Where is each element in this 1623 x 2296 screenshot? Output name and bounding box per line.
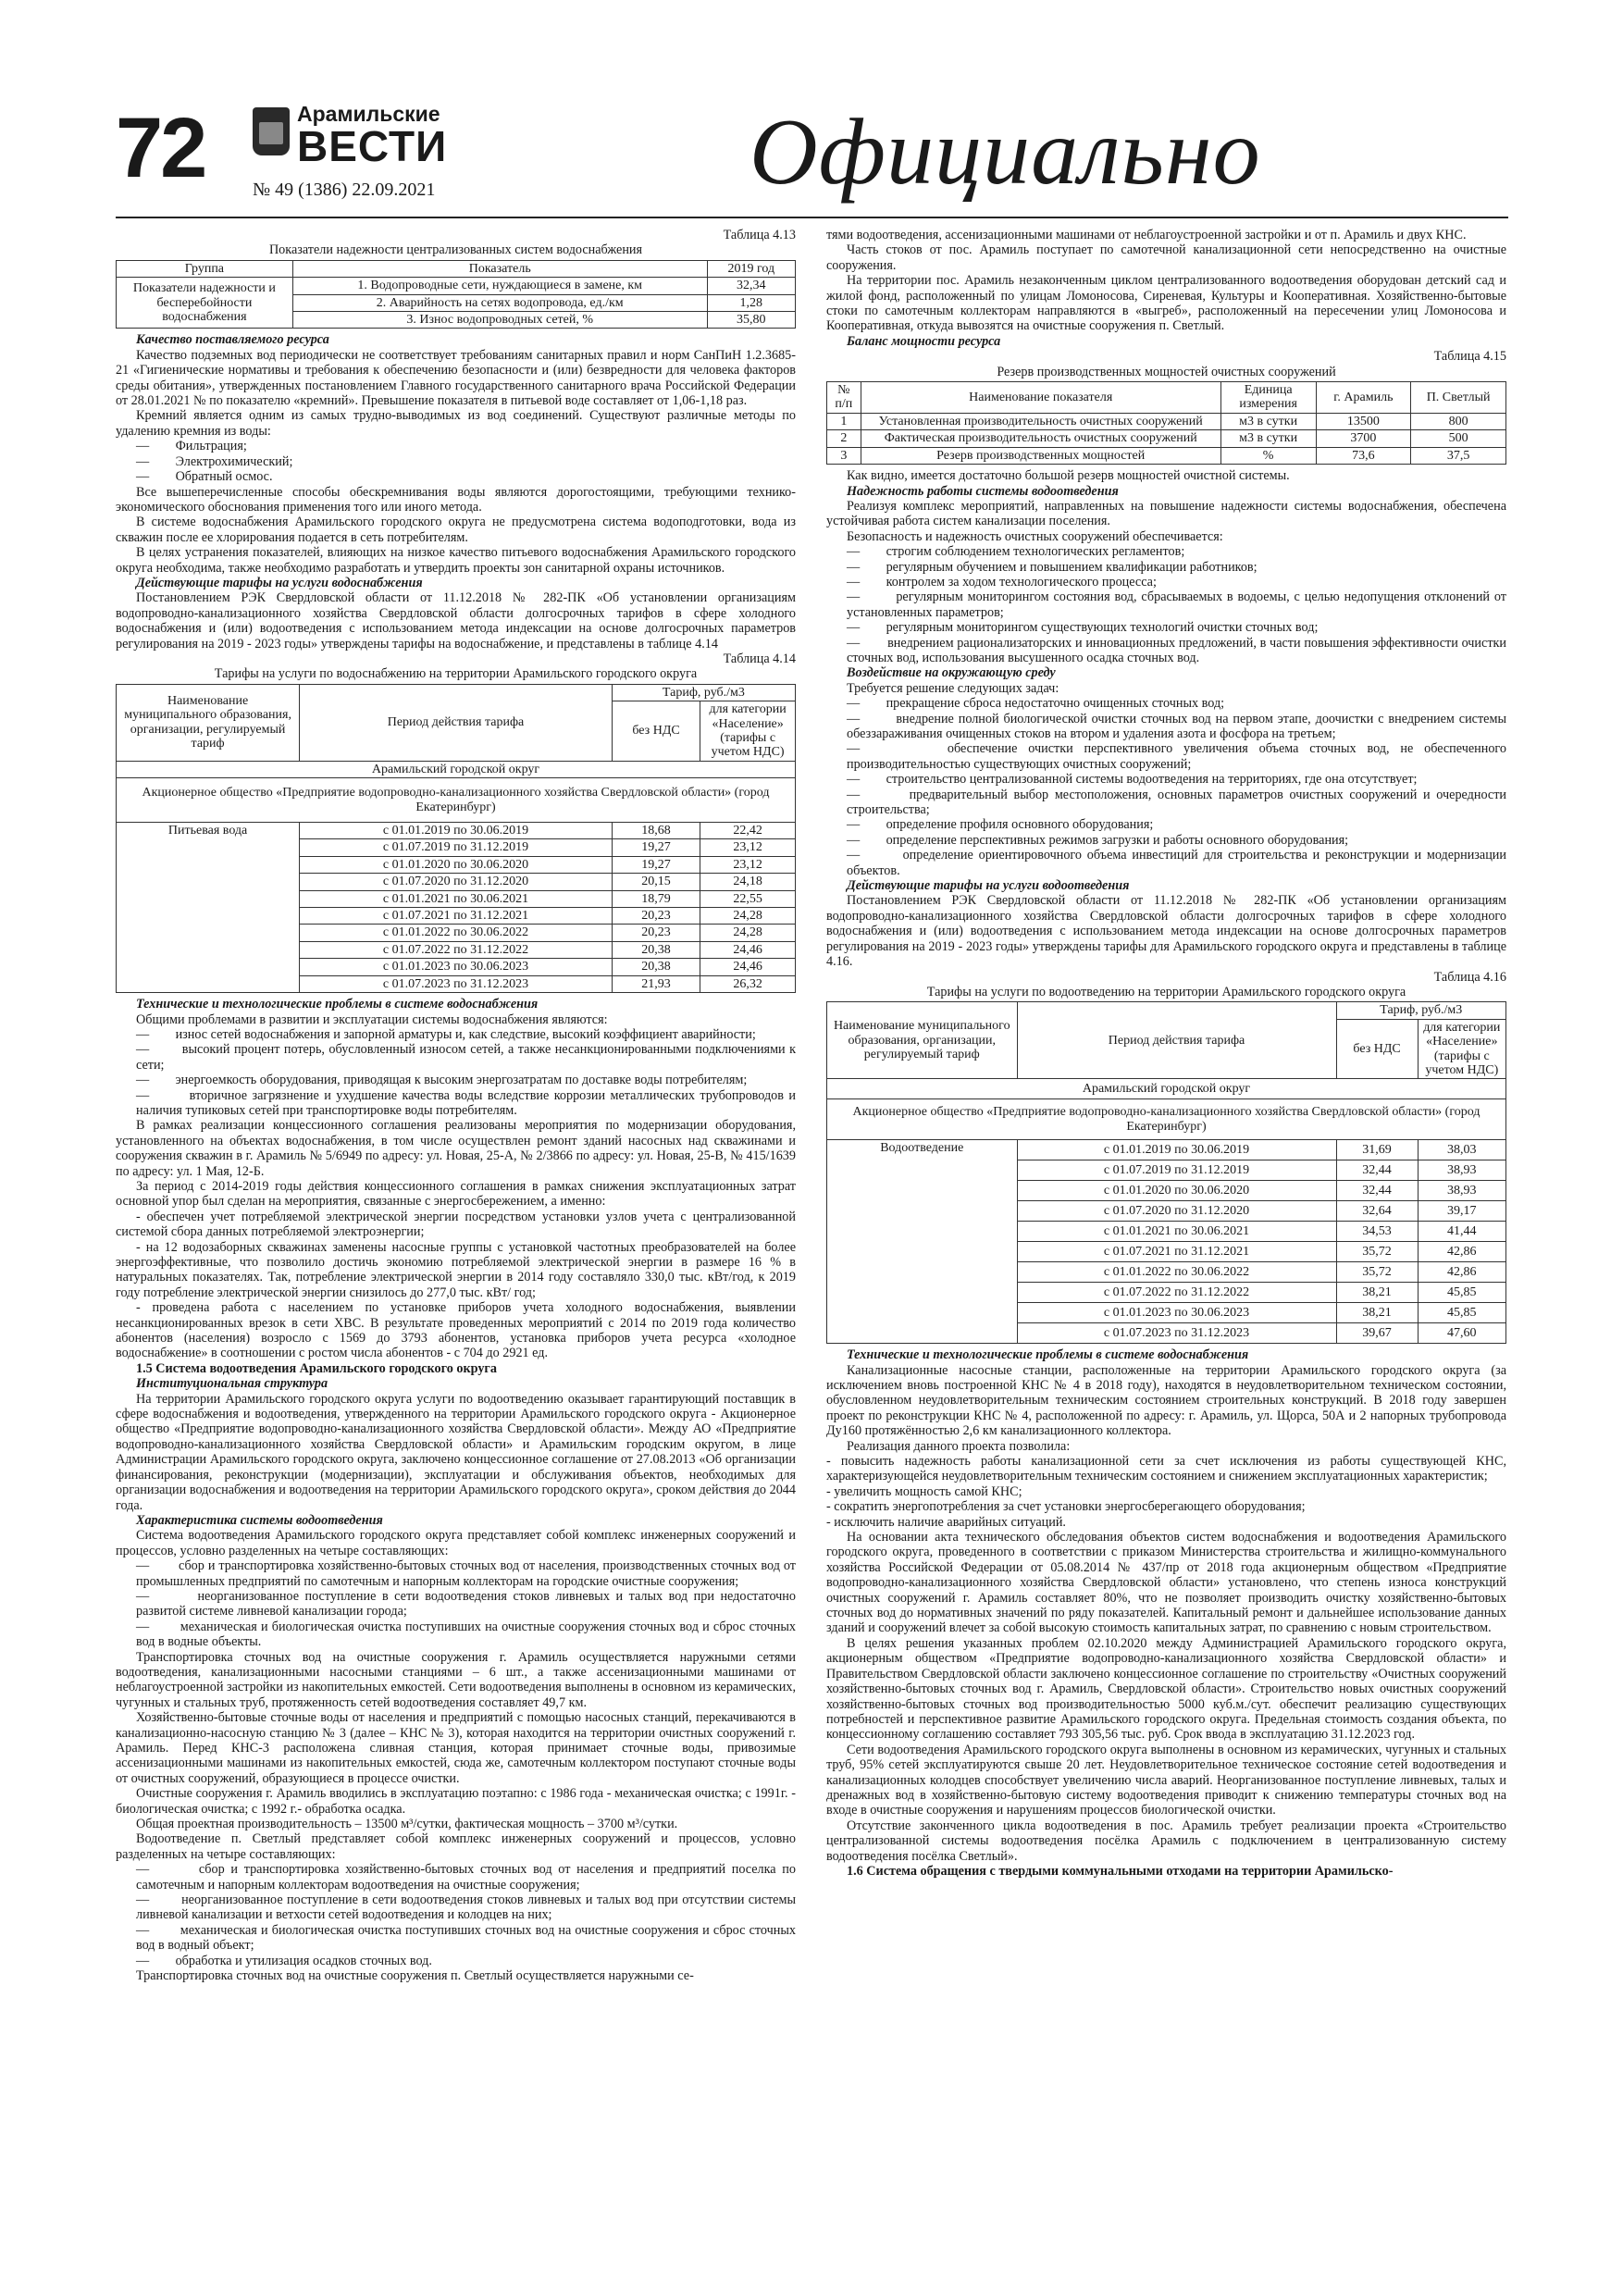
list-item-text: контролем за ходом технологического процесса; <box>886 574 1157 590</box>
pop-cell: 45,85 <box>1418 1303 1505 1323</box>
list-item-text: обработка и утилизация осадков сточных вод. <box>175 1953 432 1968</box>
list-item: — неорганизованное поступление в сети водоотведения стоков ливневых и талых вод при отсутствии системы ливневой канализации и ветхости сетей водоотведения и колодцев на них; <box>136 1893 796 1923</box>
pop-cell: 23,12 <box>700 856 796 873</box>
period-cell: с 01.01.2019 по 30.06.2019 <box>1017 1140 1336 1160</box>
table-4-16 <box>826 1001 1506 1344</box>
list-item: — регулярным мониторингом состояния вод, сбрасываемых в водоемы, с целью недопущения отклонений от установленных параметров; <box>847 590 1507 620</box>
indicator-cell: 1. Водопроводные сети, нуждающиеся в замене, км <box>292 278 707 294</box>
subheading: Действующие тарифы на услуги водоотведения <box>847 878 1130 894</box>
period-cell: с 01.01.2022 по 30.06.2022 <box>300 925 613 941</box>
period-cell: с 01.07.2023 по 31.12.2023 <box>1017 1323 1336 1344</box>
paragraph: - увеличить мощность самой КНС; <box>826 1483 1022 1499</box>
subheading: Характеристика системы водоотведения <box>136 1512 383 1528</box>
name-cell: Фактическая производительность очистных сооружений <box>861 430 1220 447</box>
paragraph: Качество подземных вод периодически не соответствует требованиям санитарных правил и норм СанПиН 1.2.3685-21 «Гигиенические нормативы и требования к обеспечению безопасности и (или) безвредности для человека факторов среды обитания», утвержденных постановлением Главного государственного санитарного врача Российской Федерации от 28.01.2021 № по показателю «кремний». Превышение показателя в питьевой воде составляет от 1,06-1,18 раз. <box>116 347 796 409</box>
th-tariff: Тариф, руб./м3 <box>1336 1002 1505 1019</box>
novat-cell: 32,44 <box>1336 1160 1418 1181</box>
paragraph: Требуется решение следующих задач: <box>847 680 1059 696</box>
paragraph: Часть стоков от пос. Арамиль поступает по самотечной канализационной сети непосредственно на очистные сооружения. <box>826 242 1506 273</box>
num-cell: 3 <box>827 447 861 464</box>
group-cell: Показатели надежности и бесперебойности водоснабжения <box>117 278 293 329</box>
novat-cell: 39,67 <box>1336 1323 1418 1344</box>
list-item: — строительство централизованной системы водоотведения на территориях, где она отсутствует; <box>847 772 1418 788</box>
paragraph: Реализуя комплекс мероприятий, направленных на повышение надежности системы водоснабжения, обеспечена устойчивая работа систем канализации поселения. <box>826 498 1506 529</box>
left-column <box>116 228 796 1984</box>
paragraph: Общими проблемами в развитии и эксплуатации системы водоснабжения являются: <box>136 1011 608 1027</box>
th-period: Период действия тарифа <box>300 684 613 761</box>
paragraph: тями водоотведения, ассенизационными машинами от неблагоустроенной застройки и от п. Арамиль и двух КНС. <box>826 228 1467 242</box>
th-pop: для категории «Население» (тарифы с учетом НДС) <box>1418 1019 1505 1079</box>
period-cell: с 01.07.2020 по 31.12.2020 <box>300 874 613 890</box>
period-cell: с 01.07.2022 по 31.12.2022 <box>300 941 613 958</box>
novat-cell: 32,64 <box>1336 1201 1418 1222</box>
svetly-cell: 500 <box>1411 430 1506 447</box>
pop-cell: 42,86 <box>1418 1242 1505 1262</box>
value-cell: 1,28 <box>707 294 795 311</box>
list-item-text: Электрохимический; <box>175 453 293 469</box>
paragraph: Транспортировка сточных вод на очистные сооружения г. Арамиль осуществляется наружными сетями водоотведения, канализационными насосными станциями – 6 шт., а также ассенизационными машинами от неблагоустроенной застройки из накопительных емкостей. Сети водоотведения выполнены в основном из керамических, чугунных и стальных труб, протяженность сетей водоотведения составляет 49,7 км. <box>116 1649 796 1710</box>
unit-cell: м3 в сутки <box>1220 430 1316 447</box>
th-novat: без НДС <box>612 701 700 762</box>
pop-cell: 39,17 <box>1418 1201 1505 1222</box>
num-cell: 1 <box>827 413 861 429</box>
value-cell: 32,34 <box>707 278 795 294</box>
period-cell: с 01.01.2023 по 30.06.2023 <box>300 959 613 975</box>
pop-cell: 38,03 <box>1418 1140 1505 1160</box>
num-cell: 2 <box>827 430 861 447</box>
list-item-text: сбор и транспортировка хозяйственно-бытовых сточных вод от населения, производственных сточных вод от промышленных предприятий по самотечным и напорным коллекторам на городские очистные сооружения; <box>136 1558 796 1589</box>
table-row <box>117 823 796 839</box>
paragraph: Водоотведение п. Светлый представляет собой комплекс инженерных сооружений и процессов, условно разделенных на четыре составляющих: <box>116 1831 796 1862</box>
aramil-cell: 3700 <box>1316 430 1411 447</box>
aramil-cell: 13500 <box>1316 413 1411 429</box>
novat-cell: 20,15 <box>612 874 700 890</box>
paragraph: Транспортировка сточных вод на очистные сооружения п. Светлый осуществляется наружными се- <box>136 1968 694 1984</box>
period-cell: с 01.07.2023 по 31.12.2023 <box>300 975 613 992</box>
novat-cell: 20,23 <box>612 925 700 941</box>
paragraph: - обеспечен учет потребляемой электрической энергии посредством установки узлов учета с централизованной системой сбора данных потребляемой электроэнергии; <box>116 1209 796 1240</box>
subheading: Качество поставляемого ресурса <box>136 332 329 348</box>
org-row: Акционерное общество «Предприятие водопроводно-канализационного хозяйства Свердловской области» (город Екатеринбург) <box>827 1099 1506 1140</box>
list-item-text: прекращение сброса недостаточно очищенных сточных вод; <box>886 696 1225 712</box>
th-aramil: г. Арамиль <box>1316 382 1411 414</box>
name-cell: Резерв производственных мощностей <box>861 447 1220 464</box>
list-item: — сбор и транспортировка хозяйственно-бытовых сточных вод от населения и предприятий поселка по самотечным и напорным коллекторам водоотведения на очистные сооружения; <box>136 1862 796 1893</box>
table-title: Резерв производственных мощностей очистных сооружений <box>997 364 1336 379</box>
list-item-text: вторичное загрязнение и ухудшение качества воды вследствие коррозии металлических трубопроводов и наличия тупиковых сетей при транспортировке воды потребителям. <box>136 1087 796 1118</box>
subheading: Баланс мощности ресурса <box>847 333 1001 349</box>
paragraph: Как видно, имеется достаточно большой резерв мощностей очистной системы. <box>847 468 1290 484</box>
pop-cell: 24,28 <box>700 908 796 925</box>
table-title: Тарифы на услуги по водоснабжению на территории Арамильского городского округа <box>214 666 698 682</box>
list-item-text: обеспечение очистки перспективного увеличения объема сточных вод, не обеспеченного производительностью существующих очистных сооружений; <box>847 741 1506 772</box>
th-group: Группа <box>117 260 293 277</box>
th-pop: для категории «Население» (тарифы с учетом НДС) <box>700 701 796 762</box>
list-item: — контролем за ходом технологического процесса; <box>847 574 1157 590</box>
list-item-text: неорганизованное поступление в сети водоотведения стоков ливневых и талых вод при недостаточно развитой системе ливневой канализации города; <box>136 1588 796 1620</box>
name-cell: Установленная производительность очистных сооружений <box>861 413 1220 429</box>
org-row: Акционерное общество «Предприятие водопроводно-канализационного хозяйства Свердловской области» (город Екатеринбург) <box>117 778 796 823</box>
novat-cell: 20,38 <box>612 959 700 975</box>
list-item-text: предварительный выбор местоположения, основных параметров очистных сооружений и очередности строительства; <box>847 787 1506 818</box>
paragraph: На основании акта технического обследования объектов систем водоснабжения и водоотведения Арамильского городского округа, проведенного в соответствии с приказом Министерства строительства и жилищно-коммунального хозяйства Российской Федерации от 05.08.2014 № 437/пр от 2018 года акционерным обществом «Предприятие водопроводно-канализационного хозяйства Свердловской области» установлено, что степень износа конструкций очистных сооружений г. Арамиль составляет 80%, что не позволяет производить очистку хозяйственно-бытовых сточных вод до нормативных значений по ряду показателей. Капитальный ремонт и дальнейшее использование данных зданий и сооружений влечет за собой высокую стоимость капитальных затрат, по сравнению с новым строительством. <box>826 1530 1506 1636</box>
list-item-text: Обратный осмос. <box>175 469 273 485</box>
list-item: — прекращение сброса недостаточно очищенных сточных вод; <box>847 696 1225 712</box>
list-item-text: регулярным обучением и повышением квалификации работников; <box>886 559 1258 575</box>
list-item-text: энергоемкость оборудования, приводящая к высоким энергозатратам по доставке воды потребителям; <box>175 1073 748 1088</box>
paragraph: За период с 2014-2019 годы действия концессионного соглашения в рамках снижения эксплуатационных затрат основной упор был сделан на мероприятия, связанные с энергосбережением, а именно: <box>116 1178 796 1210</box>
paragraph: Постановлением РЭК Свердловской области от 11.12.2018 № 282-ПК «Об установлении организациям водопроводно-канализационного хозяйства Свердловской области долгосрочных тарифов в сфере холодного водоснабжения и (или) водоотведения с использованием метода индексации на основе долгосрочных параметров регулирования на 2019 - 2023 годы» утверждены тарифы на водоснабжение, и представлены в таблице 4.14 <box>116 590 796 652</box>
list-item-text: Фильтрация; <box>175 439 247 454</box>
th-num: № п/п <box>827 382 861 414</box>
period-cell: с 01.07.2020 по 31.12.2020 <box>1017 1201 1336 1222</box>
novat-cell: 20,23 <box>612 908 700 925</box>
novat-cell: 19,27 <box>612 856 700 873</box>
list-item-text: внедрением рационализаторских и инновационных предложений, в части повышения эффективности очистки сточных вод, использования высушенного осадка сточных вод. <box>847 635 1507 665</box>
list-item: — регулярным мониторингом существующих технологий очистки сточных вод; <box>847 620 1319 636</box>
region-row: Арамильский городской округ <box>117 761 796 777</box>
list-item-text: механическая и биологическая очистка поступивших сточных вод на очистные сооружения и сброс сточных вод в водный объект; <box>136 1922 796 1954</box>
list-item: — внедрением рационализаторских и инновационных предложений, в части повышения эффективности очистки сточных вод, использования высушенного осадка сточных вод. <box>847 635 1507 665</box>
section-title: Официально <box>750 100 1261 205</box>
paragraph: Очистные сооружения г. Арамиль вводились в эксплуатацию поэтапно: с 1986 года - механическая очистка; с 1991г. - биологическая очистка; с 1992 г.- обработка осадка. <box>116 1786 796 1817</box>
brand-title: ВЕСТИ <box>297 122 448 170</box>
list-item: — строгим соблюдением технологических регламентов; <box>847 544 1185 560</box>
novat-cell: 34,53 <box>1336 1222 1418 1242</box>
paragraph: - сократить энергопотребления за счет установки энергосберегающего оборудования; <box>826 1499 1306 1515</box>
th-name: Наименование муниципального образования, организации, регулируемый тариф <box>827 1002 1018 1079</box>
pop-cell: 24,18 <box>700 874 796 890</box>
list-item-text: сбор и транспортировка хозяйственно-бытовых сточных вод от населения и предприятий поселка по самотечным и напорным коллекторам водоотведения на очистные сооружения; <box>136 1862 796 1893</box>
list-item: — Обратный осмос. <box>136 469 273 485</box>
subheading: Технические и технологические проблемы в системе водоснабжения <box>847 1347 1249 1363</box>
list-item-text: регулярным мониторингом состояния вод, сбрасываемых в водоемы, с целью недопущения отклонений от установленных параметров; <box>847 590 1507 620</box>
list-item: — высокий процент потерь, обусловленный износом сетей, а также несанкционированными подключениями к сети; <box>136 1042 796 1073</box>
paragraph: В целях устранения показателей, влияющих на низкое качество питьевого водоснабжения Арамильского городского округа необходима, также необходимо разработать и утвердить проекты зон санитарной охраны источников. <box>116 545 796 576</box>
table-caption: Таблица 4.13 <box>723 228 796 242</box>
unit-cell: м3 в сутки <box>1220 413 1316 429</box>
section-heading: 1.5 Система водоотведения Арамильского городского округа <box>136 1360 497 1376</box>
subheading: Надежность работы системы водоотведения <box>847 483 1119 499</box>
brand-subtitle: Арамильские <box>297 102 440 126</box>
pop-cell: 26,32 <box>700 975 796 992</box>
subheading: Воздействие на окружающую среду <box>847 665 1056 681</box>
page-number: 72 <box>116 101 205 195</box>
th-year: 2019 год <box>707 260 795 277</box>
pop-cell: 38,93 <box>1418 1160 1505 1181</box>
paragraph: В системе водоснабжения Арамильского городского округа не предусмотрена система водоподготовки, вода из скважин после ее хлорирования подается в сеть потребителям. <box>116 515 796 545</box>
pop-cell: 42,86 <box>1418 1262 1505 1283</box>
region-row: Арамильский городской округ <box>827 1079 1506 1099</box>
period-cell: с 01.07.2019 по 31.12.2019 <box>300 839 613 856</box>
list-item: — определение профиля основного оборудования; <box>847 817 1154 833</box>
novat-cell: 35,72 <box>1336 1242 1418 1262</box>
table-title: Показатели надежности централизованных систем водоснабжения <box>268 242 643 258</box>
table-row <box>827 1140 1506 1160</box>
table-caption: Таблица 4.16 <box>1433 969 1506 985</box>
pop-cell: 24,28 <box>700 925 796 941</box>
period-cell: с 01.07.2021 по 31.12.2021 <box>300 908 613 925</box>
pop-cell: 24,46 <box>700 941 796 958</box>
indicator-cell: 2. Аварийность на сетях водопровода, ед./км <box>292 294 707 311</box>
list-item: — определение ориентировочного объема инвестиций для строительства и реконструкции и модернизации объектов. <box>847 848 1506 878</box>
list-item: — сбор и транспортировка хозяйственно-бытовых сточных вод от населения, производственных сточных вод от промышленных предприятий по самотечным и напорным коллекторам на городские очистные сооружения; <box>136 1558 796 1589</box>
period-cell: с 01.01.2022 по 30.06.2022 <box>1017 1262 1336 1283</box>
table-row <box>827 447 1506 464</box>
paragraph: Все вышеперечисленные способы обескремнивания воды являются дорогостоящими, требующими технико-экономического обоснования применения того или иного метода. <box>116 484 796 515</box>
subheading: Институциональная структура <box>136 1376 328 1392</box>
list-item: — механическая и биологическая очистка поступивших на очистные сооружения сточных вод и сброс сточных вод в водные объекты. <box>136 1619 796 1650</box>
paragraph: Общая проектная производительность – 13500 м³/сутки, фактическая мощность – 3700 м³/сутки. <box>136 1817 678 1832</box>
paragraph: - исключить наличие аварийных ситуаций. <box>826 1514 1066 1530</box>
subheading: Технические и технологические проблемы в системе водоснабжения <box>136 997 539 1012</box>
table-title: Тарифы на услуги по водоотведению на территории Арамильского городского округа <box>926 984 1406 999</box>
table-row <box>117 278 796 294</box>
paragraph: Безопасность и надежность очистных сооружений обеспечивается: <box>847 528 1223 544</box>
paragraph: Постановлением РЭК Свердловской области от 11.12.2018 № 282-ПК «Об установлении организациям водопроводно-канализационного хозяйства Свердловской области долгосрочных тарифов в сфере холодного водоснабжения и (или) водоотведения с использованием метода индексации на основе долгосрочных параметров регулирования на 2019 - 2023 годы» утверждены тарифы для Арамильского городского округа и представлены в таблице 4.16. <box>826 893 1506 970</box>
th-indicator: Показатель <box>292 260 707 277</box>
table-4-15 <box>826 381 1506 465</box>
paragraph: В рамках реализации концессионного соглашения реализованы мероприятия по модернизации оборудования, установленного на объектах водоснабжения, в том числе осуществлен ремонт зданий насосных над скважинами и сооружения скважин в г. Арамиль № 5/6949 по адресу: ул. Новая, 25-А, № 2/3866 по адресу: ул. Новая, 25-В, № 415/1639 по адресу: ул. 1 Мая, 12-Б. <box>116 1118 796 1179</box>
novat-cell: 35,72 <box>1336 1262 1418 1283</box>
list-item-text: строгим соблюдением технологических регламентов; <box>886 544 1185 560</box>
list-item-text: внедрение полной биологической очистки сточных вод на первом этапе, доочистки с внедрением системы обеззараживания очищенных стоков на втором и удаления азота и фосфора на третьем; <box>847 711 1506 741</box>
list-item-text: определение перспективных режимов загрузки и работы основного оборудования; <box>886 832 1349 848</box>
service-cell: Водоотведение <box>827 1140 1018 1344</box>
list-item: — регулярным обучением и повышением квалификации работников; <box>847 559 1258 575</box>
list-item: — механическая и биологическая очистка поступивших сточных вод на очистные сооружения и сброс сточных вод в водный объект; <box>136 1922 796 1954</box>
th-tariff: Тариф, руб./м3 <box>612 684 795 701</box>
pop-cell: 41,44 <box>1418 1222 1505 1242</box>
novat-cell: 38,21 <box>1336 1303 1418 1323</box>
table-4-13 <box>116 260 796 329</box>
period-cell: с 01.07.2019 по 31.12.2019 <box>1017 1160 1336 1181</box>
novat-cell: 19,27 <box>612 839 700 856</box>
paragraph: Система водоотведения Арамильского городского округа представляет собой комплекс инженерных сооружений и процессов, условно разделенных на четыре составляющих: <box>116 1528 796 1558</box>
header-rule <box>116 217 1508 218</box>
novat-cell: 18,79 <box>612 890 700 907</box>
list-item-text: неорганизованное поступление в сети водоотведения стоков ливневых и талых вод при отсутствии системы ливневой канализации и ветхости сетей водоотведения и колодцев на них; <box>136 1893 796 1923</box>
table-4-14 <box>116 684 796 993</box>
svetly-cell: 800 <box>1411 413 1506 429</box>
paragraph: - проведена работа с населением по установке приборов учета холодного водоснабжения, выявлении несанкционированных врезок в сети ХВС. В результате проведенных мероприятий с 2014 по 2019 года количество абонентов (населения) возросло с 1569 до 3793 абонентов, установка приборов учета ресурса «холодное водоснабжение» в соотношении с ростом числа абонентов - с 704 до 2921 ед. <box>116 1300 796 1361</box>
pop-cell: 45,85 <box>1418 1283 1505 1303</box>
aramil-cell: 73,6 <box>1316 447 1411 464</box>
th-novat: без НДС <box>1336 1019 1418 1079</box>
list-item-text: регулярным мониторингом существующих технологий очистки сточных вод; <box>886 620 1319 636</box>
list-item-text: высокий процент потерь, обусловленный износом сетей, а также несанкционированными подключениями к сети; <box>136 1042 796 1073</box>
th-name: Наименование муниципального образования, организации, регулируемый тариф <box>117 684 300 761</box>
list-item: — обеспечение очистки перспективного увеличения объема сточных вод, не обеспеченного производительностью существующих очистных сооружений; <box>847 741 1506 772</box>
th-name: Наименование показателя <box>861 382 1220 414</box>
novat-cell: 38,21 <box>1336 1283 1418 1303</box>
pop-cell: 23,12 <box>700 839 796 856</box>
indicator-cell: 3. Износ водопроводных сетей, % <box>292 312 707 329</box>
list-item: — определение перспективных режимов загрузки и работы основного оборудования; <box>847 832 1349 848</box>
paragraph: Реализация данного проекта позволила: <box>847 1438 1071 1454</box>
list-item: — внедрение полной биологической очистки сточных вод на первом этапе, доочистки с внедрением системы обеззараживания очищенных стоков на втором и удаления азота и фосфора на третьем; <box>847 711 1506 741</box>
paragraph: Отсутствие законченного цикла водоотведения в пос. Арамиль требует реализации проекта «Строительство централизованной системы водоотведения посёлка Арамиль с подключением в централизованную систему водоотведения посёлка Светлый». <box>826 1818 1506 1864</box>
list-item: — износ сетей водоснабжения и запорной арматуры и, как следствие, высокий коэффициент аварийности; <box>136 1026 756 1042</box>
issue-info: № 49 (1386) 22.09.2021 <box>253 180 436 200</box>
th-period: Период действия тарифа <box>1017 1002 1336 1079</box>
list-item: — Фильтрация; <box>136 439 247 454</box>
list-item: — вторичное загрязнение и ухудшение качества воды вследствие коррозии металлических трубопроводов и наличия тупиковых сетей при транспортировке воды потребителям. <box>136 1087 796 1118</box>
list-item-text: определение профиля основного оборудования; <box>886 817 1154 833</box>
list-item-text: определение ориентировочного объема инвестиций для строительства и реконструкции и модернизации объектов. <box>847 848 1506 878</box>
list-item: — обработка и утилизация осадков сточных вод. <box>136 1953 432 1968</box>
pop-cell: 47,60 <box>1418 1323 1505 1344</box>
list-item-text: износ сетей водоснабжения и запорной арматуры и, как следствие, высокий коэффициент аварийности; <box>175 1026 756 1042</box>
section-heading: 1.6 Система обращения с твердыми коммунальными отходами на территории Арамильско- <box>847 1863 1394 1879</box>
paragraph: - на 12 водозаборных скважинах заменены насосные группы с установкой частотных преобразователей на более энергоэффективные, что позволило достичь экономию потребляемой электрической энергии в размере 16 % в натуральных показателях. Так, потребление электрической энергии в 2014 году составляло 330,0 тыс. кВт/год, к 2019 году потребление электрической энергии снизилось до 277,0 тыс. кВт/ год; <box>116 1239 796 1300</box>
novat-cell: 21,93 <box>612 975 700 992</box>
list-item: — предварительный выбор местоположения, основных параметров очистных сооружений и очередности строительства; <box>847 787 1506 818</box>
period-cell: с 01.01.2021 по 30.06.2021 <box>300 890 613 907</box>
list-item: — неорганизованное поступление в сети водоотведения стоков ливневых и талых вод при недостаточно развитой системе ливневой канализации города; <box>136 1588 796 1620</box>
period-cell: с 01.01.2021 по 30.06.2021 <box>1017 1222 1336 1242</box>
period-cell: с 01.07.2021 по 31.12.2021 <box>1017 1242 1336 1262</box>
novat-cell: 32,44 <box>1336 1181 1418 1201</box>
pop-cell: 22,55 <box>700 890 796 907</box>
subheading: Действующие тарифы на услуги водоснабжения <box>136 575 423 590</box>
paragraph: Канализационные насосные станции, расположенные на территории Арамильского городского округа (за исключением вновь построенной КНС № 4 в 2018 году), находятся в неудовлетворительном техническом состоянии, обусловленном неудовлетворительным техническим состоянием строительных конструкций. В 2018 году завершен проект по реконструкции КНС № 4, расположенной по адресу: г. Арамиль, ул. Щорса, 50А и 2 напорных трубопровода Ду160 протяжённостью 2,6 км канализационного коллектора. <box>826 1362 1506 1439</box>
unit-cell: % <box>1220 447 1316 464</box>
period-cell: с 01.01.2020 по 30.06.2020 <box>300 856 613 873</box>
table-caption: Таблица 4.14 <box>723 651 796 666</box>
coat-of-arms-icon <box>253 107 290 155</box>
masthead <box>116 102 1508 213</box>
table-row <box>827 430 1506 447</box>
table-row <box>827 413 1506 429</box>
novat-cell: 20,38 <box>612 941 700 958</box>
list-item: — энергоемкость оборудования, приводящая к высоким энергозатратам по доставке воды потребителям; <box>136 1073 748 1088</box>
paragraph: - повысить надежность работы канализационной сети за счет исключения из работы существующей КНС, характеризующейся неудовлетворительным техническим состоянием и снижением эксплуатационных характеристик; <box>826 1454 1506 1484</box>
paragraph: Хозяйственно-бытовые сточные воды от населения и предприятий с помощью насосных станций, перекачиваются в канализационно-насосную станцию № 3 (далее – КНС № 3), которая находится на территории очистных сооружений г. Арамиль. Перед КНС-3 расположена сливная станция, которая принимает сточные воды, привозимые ассенизационными машинами из накопительных емкостей, сюда же, самотечным коллектором поступают сточные воды от очистных сооружений, образующиеся в процессе очистки. <box>116 1710 796 1786</box>
period-cell: с 01.01.2023 по 30.06.2023 <box>1017 1303 1336 1323</box>
paragraph: Сети водоотведения Арамильского городского округа выполнены в основном из керамических, чугунных и стальных труб, 95% сетей эксплуатируются свыше 20 лет. Неудовлетворительное техническое состояние сетей водоотведения и канализационных колодцев способствует увеличению числа аварий. Неорганизованное поступление ливневых, талых и дренажных вод в хозяйственно-бытовую систему водоотведения приводит к снижению температуры сточных вод на входе в очистные сооружения и нарушениям процессов биологической очистки. <box>826 1742 1506 1818</box>
paragraph: На территории пос. Арамиль незаконченным циклом централизованного водоотведения оборудован детский сад и жилой фонд, расположенный по улицам Ломоносова, Сиреневая, Культуры и Кооперативная. Хозяйственно-бытовые стоки по самотечным коллекторам направляются в «выгреб», расположенный на пересечении улиц Ломоносова и Кооперативная, откуда вывозятся на очистные сооружения п. Светлый. <box>826 273 1506 334</box>
period-cell: с 01.01.2020 по 30.06.2020 <box>1017 1181 1336 1201</box>
novat-cell: 31,69 <box>1336 1140 1418 1160</box>
value-cell: 35,80 <box>707 312 795 329</box>
list-item-text: механическая и биологическая очистка поступивших на очистные сооружения сточных вод и сброс сточных вод в водные объекты. <box>136 1619 796 1650</box>
paragraph: На территории Арамильского городского округа услуги по водоотведению оказывает гарантирующий поставщик в сфере водоснабжения и водоотведения, утвержденного на территории Арамильского городского округа - Акционерное общество «Предприятие водопроводно-канализационного хозяйства Свердловской области». Между АО «Предприятие водопроводно-канализационного хозяйства Свердловской области» и Арамильским городским округом, в лице Администрации Арамильского городского округа, заключено концессионное соглашение от 27.08.2013 «Об организации финансирования, реконструкции (модернизации), эксплуатации и обслуживания объектов, необходимых для организации водоснабжения и водоотведения на территории Арамильского городского округа», сроком действия до 2044 года. <box>116 1391 796 1513</box>
list-item-text: строительство централизованной системы водоотведения на территориях, где она отсутствует; <box>886 772 1418 788</box>
pop-cell: 22,42 <box>700 823 796 839</box>
pop-cell: 24,46 <box>700 959 796 975</box>
period-cell: с 01.07.2022 по 31.12.2022 <box>1017 1283 1336 1303</box>
paragraph: В целях решения указанных проблем 02.10.2020 между Администрацией Арамильского городского округа, акционерным обществом «Предприятие водопроводно-канализационного хозяйства Свердловской области» и Правительством Свердловской области заключено концессионное соглашение по строительству «Очистных сооружений хозяйственно-бытовых сточных вод г. Арамиль, Свердловской области». Строительство новых очистных сооружений хозяйственно-бытовых сточных вод производительностью 5000 куб.м./сут. обеспечит реализацию существующих потребностей и перспективное развитие Арамильского городского округа. Предельная стоимость создания объекта, по концессионному соглашению составляет 793 305,56 тыс. руб. Срок ввода в эксплуатацию 31.12.2023 год. <box>826 1635 1506 1743</box>
list-item: — Электрохимический; <box>136 453 293 469</box>
paragraph: Кремний является одним из самых трудно-выводимых из вод соединений. Существуют различные методы по удалению кремния из воды: <box>116 408 796 439</box>
novat-cell: 18,68 <box>612 823 700 839</box>
th-svetly: П. Светлый <box>1411 382 1506 414</box>
service-cell: Питьевая вода <box>117 823 300 993</box>
right-column <box>826 228 1506 1879</box>
pop-cell: 38,93 <box>1418 1181 1505 1201</box>
table-caption: Таблица 4.15 <box>1433 349 1506 365</box>
svetly-cell: 37,5 <box>1411 447 1506 464</box>
th-unit: Единица измерения <box>1220 382 1316 414</box>
period-cell: с 01.01.2019 по 30.06.2019 <box>300 823 613 839</box>
